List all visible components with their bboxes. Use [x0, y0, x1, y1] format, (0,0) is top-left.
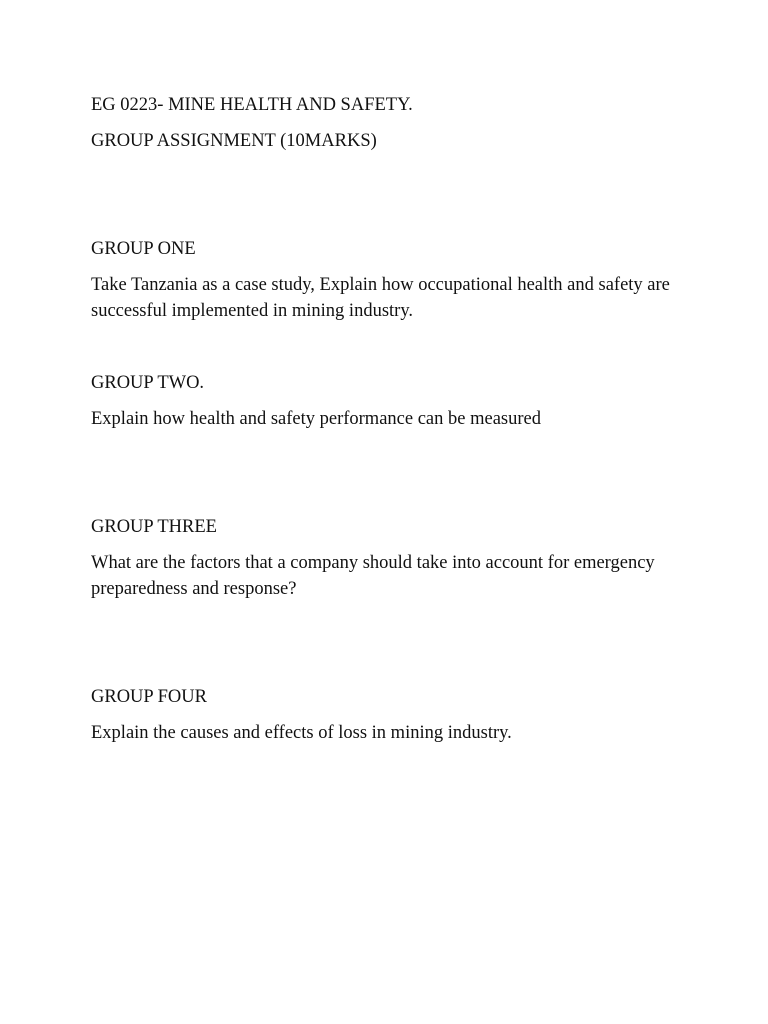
course-title: EG 0223- MINE HEALTH AND SAFETY.	[91, 95, 413, 115]
group-four-heading: GROUP FOUR	[91, 687, 207, 707]
group-three-heading: GROUP THREE	[91, 517, 217, 537]
group-one-question: Take Tanzania as a case study, Explain how occupational health and safety are successful implemented in mining industry.	[91, 275, 670, 321]
group-two-question: Explain how health and safety performance can be measured	[91, 409, 541, 429]
group-two-heading: GROUP TWO.	[91, 373, 205, 393]
group-one-heading: GROUP ONE	[91, 239, 196, 259]
group-four-question: Explain the causes and effects of loss in mining industry.	[91, 723, 512, 743]
assignment-title: GROUP ASSIGNMENT (10MARKS)	[91, 131, 377, 151]
group-three-question: What are the factors that a company should take into account for emergency preparedness and response?	[91, 553, 655, 599]
